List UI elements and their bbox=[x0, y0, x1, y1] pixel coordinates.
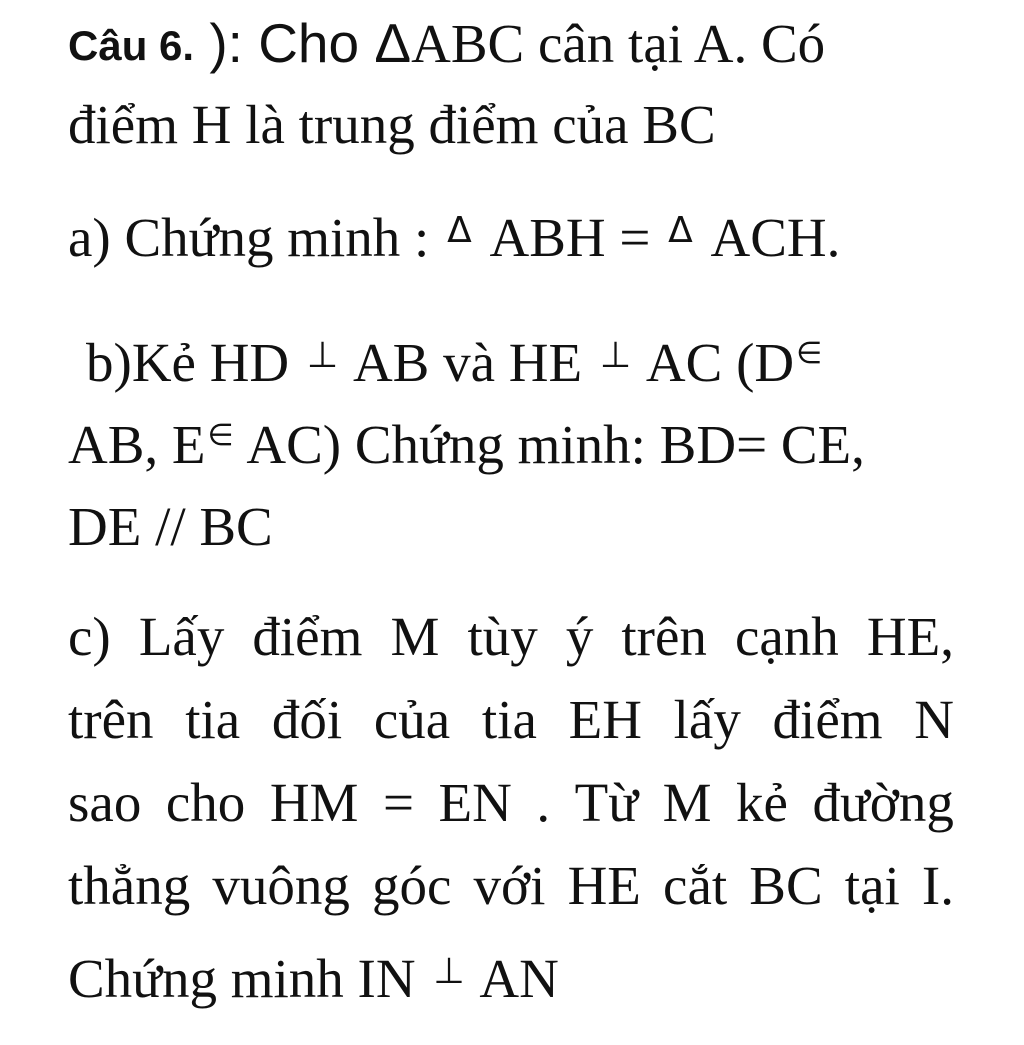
word: . bbox=[536, 772, 551, 833]
word: Từ bbox=[574, 772, 639, 833]
part-b-text: AC) Chứng minh: BD= CE, bbox=[235, 414, 865, 475]
word: điểm bbox=[772, 689, 883, 750]
part-b-text: b)Kẻ HD bbox=[86, 332, 303, 393]
word: với bbox=[473, 855, 546, 916]
part-a-end: ACH. bbox=[696, 207, 841, 268]
word: = bbox=[382, 772, 414, 833]
intro-text: ): Cho bbox=[194, 12, 375, 74]
word: ý bbox=[565, 606, 594, 667]
element-of-symbol: ∈ bbox=[796, 336, 823, 371]
word: tùy bbox=[467, 606, 538, 667]
word: HM bbox=[269, 772, 359, 833]
word: Lấy bbox=[138, 606, 225, 667]
word: tia bbox=[185, 689, 241, 750]
word: kẻ bbox=[736, 772, 788, 833]
word: M bbox=[662, 772, 712, 833]
word: trên bbox=[68, 689, 154, 750]
perpendicular-symbol: ⊥ bbox=[433, 951, 465, 992]
part-b-line-1 bbox=[86, 328, 824, 398]
part-b-line-3: DE // BC bbox=[68, 496, 273, 557]
part-a bbox=[68, 203, 840, 273]
word: N bbox=[914, 689, 954, 750]
word: góc bbox=[371, 855, 452, 916]
word: trên bbox=[621, 606, 707, 667]
word: cạnh bbox=[734, 606, 839, 667]
word: của bbox=[373, 689, 451, 750]
word: BC bbox=[749, 855, 823, 916]
word: c) bbox=[68, 606, 111, 667]
word: điểm bbox=[252, 606, 363, 667]
intro-text-end: ABC cân tại A. Có bbox=[411, 13, 826, 74]
word: lấy bbox=[673, 689, 741, 750]
word: sao bbox=[68, 772, 142, 833]
part-c-text: Chứng minh IN bbox=[68, 948, 430, 1009]
part-c-text: AN bbox=[468, 948, 559, 1009]
word: thẳng bbox=[68, 855, 191, 916]
word: cắt bbox=[663, 855, 728, 916]
part-c-line-3 bbox=[68, 768, 954, 838]
word: EH bbox=[568, 689, 642, 750]
part-a-prefix: a) Chứng minh : bbox=[68, 207, 444, 268]
word: EN bbox=[438, 772, 512, 833]
word: cho bbox=[165, 772, 246, 833]
part-a-mid: ABH = bbox=[475, 207, 665, 268]
intro-line-2: điểm H là trung điểm của BC bbox=[68, 94, 716, 155]
part-b-text: AB và HE bbox=[342, 332, 596, 393]
part-c-line-2 bbox=[68, 685, 954, 755]
word: tại bbox=[844, 855, 900, 916]
word: đường bbox=[812, 772, 954, 833]
perpendicular-symbol: ⊥ bbox=[306, 335, 339, 376]
problem-label: Câu 6. bbox=[68, 22, 195, 69]
word: I. bbox=[921, 855, 954, 916]
word: M bbox=[390, 606, 440, 667]
part-b-text: AB, E bbox=[68, 414, 206, 475]
word: HE, bbox=[866, 606, 954, 667]
element-of-symbol: ∈ bbox=[207, 418, 234, 453]
word: HE bbox=[567, 855, 641, 916]
word: đối bbox=[271, 689, 343, 750]
triangle-symbol: Δ bbox=[668, 210, 693, 251]
part-b-line-2 bbox=[68, 410, 865, 480]
word: vuông bbox=[212, 855, 350, 916]
triangle-symbol: Δ bbox=[447, 210, 472, 251]
word: tia bbox=[481, 689, 537, 750]
triangle-symbol: Δ bbox=[374, 12, 412, 74]
perpendicular-symbol: ⊥ bbox=[599, 335, 632, 376]
part-c-line-5 bbox=[68, 944, 559, 1014]
part-b-text: AC (D bbox=[635, 332, 795, 393]
part-c-line-1 bbox=[68, 602, 954, 672]
part-c-line-4 bbox=[68, 851, 954, 921]
problem-heading-line bbox=[68, 8, 825, 78]
